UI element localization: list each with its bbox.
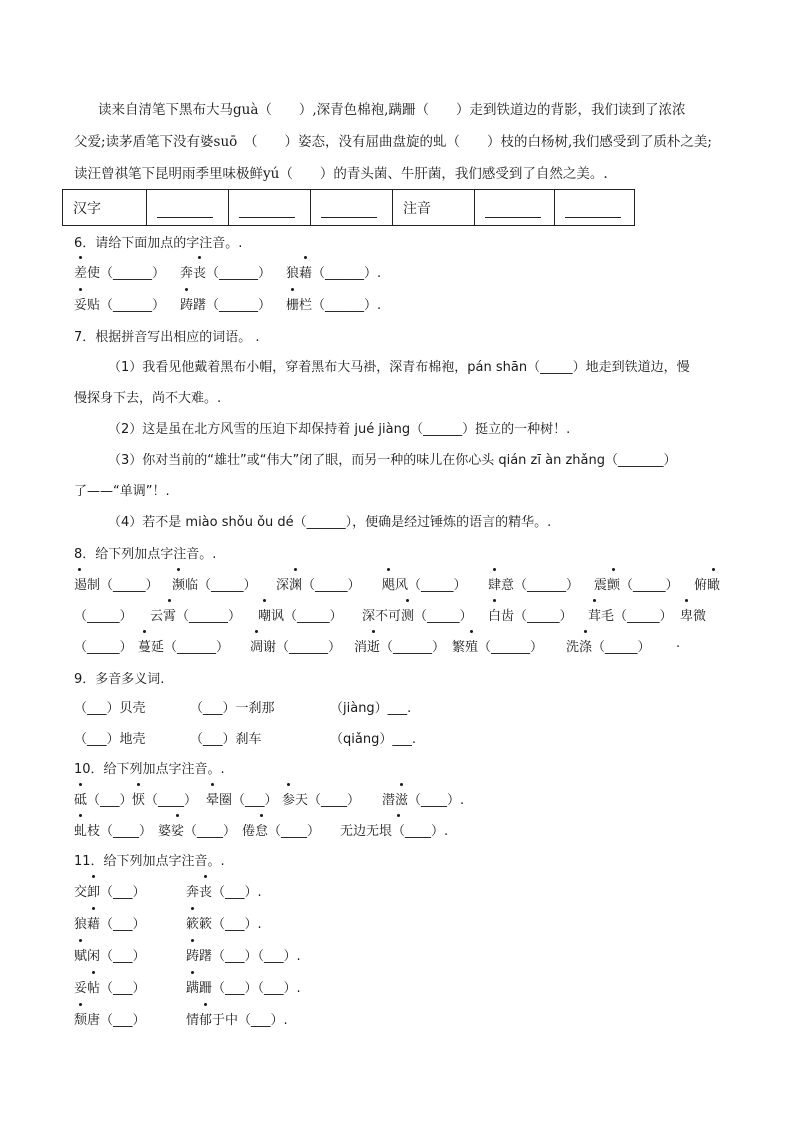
emphasis-dot-icon [176, 814, 179, 817]
emphasis-dot-icon [191, 971, 194, 974]
emphasis-dot-icon [79, 939, 82, 942]
emphasis-dot-icon [211, 783, 214, 786]
table-label-zhuyin: 注音 [393, 190, 475, 226]
q8-item: 遏制（_____） [74, 578, 159, 593]
q11-item: 踌躇（___）（___）. [186, 949, 301, 964]
emphasis-dot-icon [291, 288, 294, 291]
emphasis-dot-icon [584, 630, 587, 633]
q8-item: 繁殖（______） [452, 640, 544, 655]
q8-item: 洗涤（_____） [566, 640, 651, 655]
emphasis-dot-icon [191, 907, 194, 910]
passage-line-3: 读汪曾祺笔下昆明雨季里味极鲜yú（ ）的青头菌、牛肝菌，我们感受到了自然之美。. [74, 166, 608, 182]
emphasis-dot-icon [78, 568, 81, 571]
emphasis-dot-icon [79, 1003, 82, 1006]
emphasis-dot-icon [493, 599, 496, 602]
emphasis-dot-icon [712, 568, 715, 571]
table-blank[interactable] [311, 190, 393, 226]
emphasis-dot-icon [294, 568, 297, 571]
q7-sentence-4: （4）若不是 miào shǒu ǒu dé（______），便确是经过锤炼的语言的精华。. [108, 515, 552, 530]
emphasis-dot-icon [143, 630, 146, 633]
table-label-hanzi: 汉字 [63, 190, 147, 226]
q11-item: 情郁于中（___）. [186, 1013, 288, 1028]
emphasis-dot-icon [79, 256, 82, 259]
emphasis-dot-icon [406, 599, 409, 602]
emphasis-dot-icon [263, 599, 266, 602]
q6-item: 踌躇（______） [180, 298, 272, 313]
q8-item: （_____） [74, 609, 133, 624]
q11-item: 交卸（___） [74, 885, 146, 900]
emphasis-dot-icon [400, 783, 403, 786]
q11-item: 簌簌（___）. [186, 917, 262, 932]
q7-sentence-1a: （1）我看见他戴着黑布小帽，穿着黑布大马褂，深青布棉袍，pán shān（_____）地走到铁道边，慢 [108, 360, 690, 375]
q9-item: （___）刹车 [190, 732, 262, 747]
emphasis-dot-icon [493, 568, 496, 571]
q7-sentence-1b: 慢探身下去，尚不大难。. [74, 391, 222, 406]
q8-item: 震颤（_____） [594, 578, 679, 593]
q6-item: 妥贴（______） [74, 298, 166, 313]
emphasis-dot-icon [204, 1003, 207, 1006]
emphasis-dot-icon [92, 971, 95, 974]
q9-item: （___）一刹那 [190, 701, 275, 716]
emphasis-dot-icon [79, 814, 82, 817]
q9-item: （jiàng）___. [330, 701, 412, 716]
passage-line-2: 父爱;读茅盾笔下没有婆suō （ ）姿态，没有屈曲盘旋的虬（ ）枝的白杨树,我们感受到了质朴之美; [74, 134, 712, 150]
emphasis-dot-icon [685, 599, 688, 602]
emphasis-dot-icon [260, 814, 263, 817]
emphasis-dot-icon [287, 783, 290, 786]
q8-item: 云霄（______） [150, 609, 242, 624]
q11-item: 赋闲（___） [74, 949, 146, 964]
q8-item: 飓风（_____） [382, 578, 467, 593]
emphasis-dot-icon [79, 783, 82, 786]
emphasis-dot-icon [177, 568, 180, 571]
emphasis-dot-icon [92, 907, 95, 910]
q7-sentence-3a: （3）你对当前的“雄壮”或“伟大”闭了眼，而另一种的味儿在你心头 qián zī àn zhǎng（_______） [108, 453, 677, 468]
q6-item: 栅栏（______）. [286, 298, 382, 313]
q7-heading: 7．根据拼音写出相应的词语。 . [74, 330, 260, 345]
emphasis-dot-icon [372, 630, 375, 633]
q11-item: 颓唐（___） [74, 1013, 146, 1028]
emphasis-dot-icon [79, 288, 82, 291]
q7-sentence-2: （2）这是虽在北方风雪的压迫下却保持着 jué jiàng（______）挺立的一种树！. [108, 422, 571, 437]
emphasis-dot-icon [470, 630, 473, 633]
emphasis-dot-icon [593, 599, 596, 602]
q8-item: 凋谢（______） [250, 640, 342, 655]
emphasis-dot-icon [255, 630, 258, 633]
q8-item: 嘲讽（_____） [258, 609, 343, 624]
q8-item: 卑微 [680, 609, 707, 624]
q6-item: 狼藉（______）. [286, 266, 382, 281]
q6-item: 差使（______） [74, 266, 166, 281]
q10-item: 恹（____） [132, 793, 198, 808]
q6-heading: 6．请给下面加点的字注音。. [74, 236, 243, 251]
q8-item: 濒临（_____） [172, 578, 257, 593]
emphasis-dot-icon [387, 568, 390, 571]
q8-item: 茸毛（_____） [588, 609, 673, 624]
q8-item: 肆意（______） [488, 578, 580, 593]
q9-item: （___）地壳 [74, 732, 146, 747]
table-blank[interactable] [229, 190, 311, 226]
q8-item: . [676, 636, 681, 651]
q10-item: 婆娑（____） [158, 824, 237, 839]
q9-heading: 9．多音多义词. [74, 672, 165, 687]
emphasis-dot-icon [204, 875, 207, 878]
q8-item: 白齿（_____） [488, 609, 573, 624]
q10-item: 无边无垠（____）. [340, 824, 449, 839]
q8-item: 深渊（_____） [276, 578, 361, 593]
emphasis-dot-icon [612, 568, 615, 571]
q8-item: 深不可测（_____） [362, 609, 473, 624]
q10-item: 倦怠（____） [242, 824, 321, 839]
q6-item: 奔丧（______） [180, 266, 272, 281]
q7-sentence-3b: 了——“单调”！. [74, 484, 170, 499]
emphasis-dot-icon [185, 288, 188, 291]
table-blank[interactable] [555, 190, 635, 226]
emphasis-dot-icon [137, 783, 140, 786]
q10-heading: 10．给下列加点字注音。. [74, 762, 225, 777]
table-blank[interactable] [147, 190, 229, 226]
q10-item: 晕圈（___） [206, 793, 278, 808]
q8-item: （_____） [74, 640, 133, 655]
emphasis-dot-icon [92, 875, 95, 878]
q9-item: （___）贝壳 [74, 701, 146, 716]
q11-item: 妥帖（___） [74, 981, 146, 996]
q10-item: 虬枝（____） [74, 824, 153, 839]
q8-item: 俯瞰 [694, 578, 721, 593]
emphasis-dot-icon [198, 256, 201, 259]
q10-item: 砥（___） [74, 793, 133, 808]
table-blank[interactable] [475, 190, 555, 226]
emphasis-dot-icon [191, 939, 194, 942]
q11-heading: 11．给下列加点字注音。. [74, 854, 225, 869]
passage-line-1: 读来自清笔下黑布大马guà（ ）,深青色棉袍,蹒跚（ ）走到铁道边的背影，我们读到了浓浓 [98, 102, 686, 118]
answer-table [62, 189, 635, 226]
emphasis-dot-icon [304, 256, 307, 259]
emphasis-dot-icon [397, 814, 400, 817]
q11-item: 奔丧（___）. [186, 885, 262, 900]
q8-item: 消逝（______） [354, 640, 446, 655]
q8-heading: 8．给下列加点字注音。. [74, 547, 217, 562]
q11-item: 蹒跚（___）（___）. [186, 981, 301, 996]
q10-item: 潜滋（____）. [382, 793, 465, 808]
emphasis-dot-icon [168, 599, 171, 602]
q9-item: （qiǎng）___. [330, 732, 416, 747]
q10-item: 参天（____） [282, 793, 361, 808]
q11-item: 狼藉（___） [74, 917, 146, 932]
q8-item: 蔓延（______） [138, 640, 230, 655]
